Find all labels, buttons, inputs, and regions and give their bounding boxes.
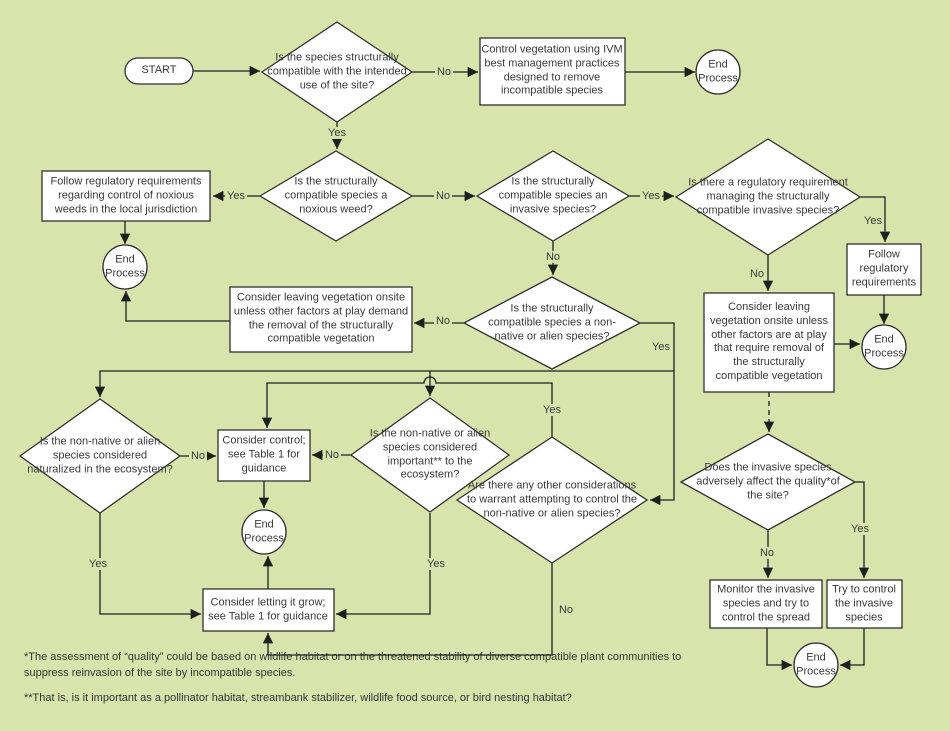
connector-monitor-to-end (767, 628, 792, 665)
process-followreg-noxious-label: Follow regulatory requirements regarding control of noxious weeds in the local jurisdiction (50, 175, 202, 215)
end-process-2-label: End Process (105, 253, 145, 279)
connector-branch-naturalized (100, 371, 674, 397)
process-considercontrol-label: Consider control; see Table 1 for guidance (222, 434, 306, 474)
start-label: START (141, 64, 177, 77)
footnote-quality: *The assessment of “quality” could be based on wildlife habitat or on the threatened stability of diverse compatible plant communities to suppress reinvasion of the site by incompatible species. (24, 651, 682, 679)
end-process-5-label: End Process (796, 651, 836, 677)
edge-label-no: No (190, 449, 206, 462)
process-considerleaving-nonnative-label: Consider leaving vegetation onsite unless other factors at play demand the removal of the structurally compatible vegetation (233, 291, 409, 345)
footnotes (24, 650, 716, 716)
process-followreg-label: Follow regulatory requirements (851, 248, 917, 288)
footnote-important: **That is, is it important as a pollinator habitat, streambank stabilizer, wildlife food source, or bird nesting habitat? (24, 691, 572, 704)
edge-label-yes: Yes (328, 126, 346, 139)
edge-label-no: No (749, 267, 765, 280)
connector-trycontrol-to-end (840, 628, 864, 665)
end-process-4-label: End Process (244, 518, 284, 544)
edge-label-yes: Yes (427, 557, 445, 570)
decision-regrequirement-label: Is there a regulatory requirement managing the structurally compatible invasive species? (688, 176, 848, 216)
edge-label-yes: Yes (642, 189, 660, 202)
connector-naturalized-yes (100, 513, 201, 614)
decision-otherconsiderations-label: Are there any other considerations to warrant attempting to control the non-native or alien species? (467, 479, 637, 519)
process-trycontrol-label: Try to control the invasive species (832, 583, 896, 623)
edge-label-no: No (435, 189, 451, 202)
connector-important-yes (336, 513, 430, 614)
decision-invasive-label: Is the structurally compatible species an invasive species? (498, 175, 608, 215)
end-process-3-label: End Process (864, 333, 904, 359)
end-process-1-label: End Process (698, 58, 738, 84)
edge-label-yes: Yes (227, 189, 245, 202)
decision-important-label: Is the non-native or alien species considered important** to the ecosystem? (369, 427, 491, 481)
process-control-vegetation-label: Control vegetation using IVM best management practices designed to remove incompatible species (481, 43, 623, 97)
decision-nonnative-label: Is the structurally compatible species a non-native or alien species? (488, 302, 616, 342)
edge-label-no: No (558, 603, 574, 616)
process-lettinggrow-label: Consider letting it grow; see Table 1 for guidance (208, 596, 328, 622)
decision-noxious-label: Is the structurally compatible species a noxious weed? (284, 175, 388, 215)
edge-label-yes: Yes (652, 340, 670, 353)
edge-label-yes: Yes (543, 403, 561, 416)
edge-label-no: No (435, 314, 451, 327)
decision-quality-label: Does the invasive species adversely affect the quality*of the site? (696, 461, 840, 501)
connector-considerleaving-nonnative-to-end (126, 291, 230, 321)
edge-label-no: No (324, 448, 340, 461)
edge-label-yes: Yes (864, 214, 882, 227)
process-monitor-label: Monitor the invasive species and try to control the spread (717, 583, 815, 623)
edge-label-no: No (759, 546, 775, 559)
decision-structural-label: Is the species structurally compatible with the intended use of the site? (267, 51, 407, 91)
edge-label-yes: Yes (851, 522, 869, 535)
decision-naturalized-label: Is the non-native or alien species considered naturalized in the ecosystem? (27, 435, 173, 475)
edge-label-yes: Yes (89, 557, 107, 570)
edge-label-no: No (545, 250, 561, 263)
edge-label-no: No (436, 65, 452, 78)
process-considerleaving-invasive-label: Consider leaving vegetation onsite unless other factors are at play that require removal of the structurally compatible vegetation (709, 300, 829, 382)
